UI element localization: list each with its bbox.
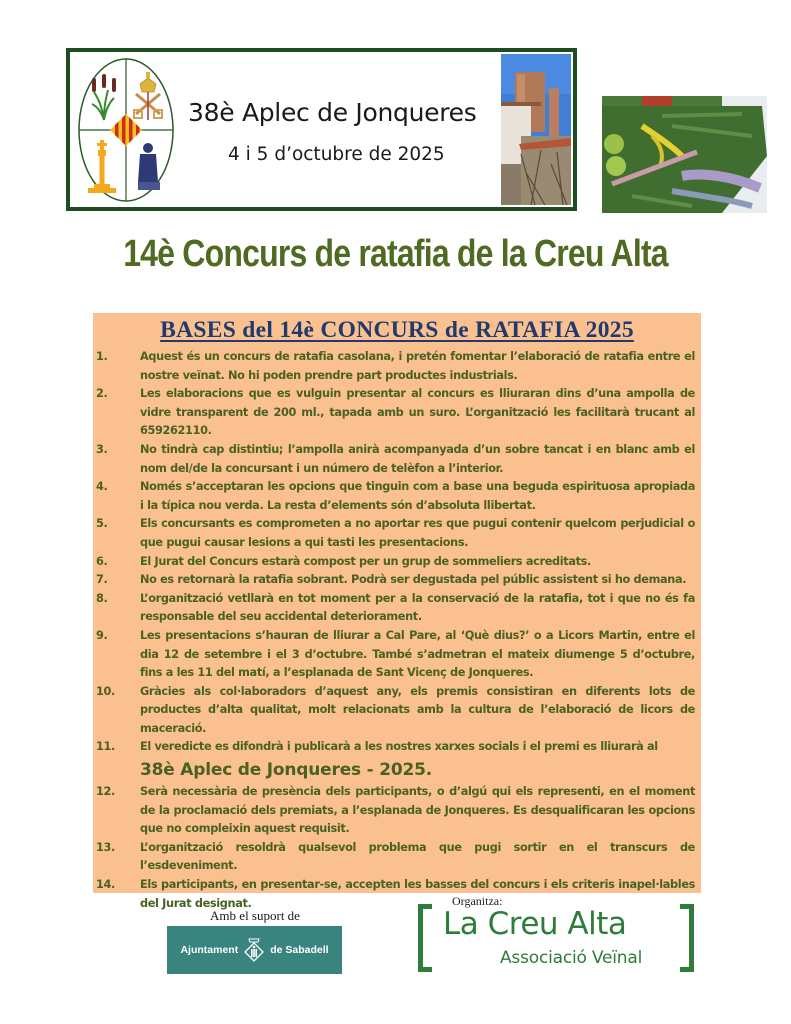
rule-number: 5. <box>96 517 108 531</box>
rule-highlight-aplec: 38è Aplec de Jonqueres - 2025. <box>140 760 433 781</box>
rule-text: No tindrà cap distintiu; l’ampolla anirà acompanyada d’un sobre tancat i en blanc amb el nom del/de la concursant i un número de telèfon a l’interior. <box>140 442 695 475</box>
support-label: Amb el suport de <box>210 908 300 923</box>
rule-item <box>93 590 701 627</box>
rule-item <box>93 783 701 839</box>
sabadell-coat-of-arms-icon <box>243 937 265 963</box>
church-photo <box>501 54 571 205</box>
rule-number: 6. <box>96 554 108 568</box>
rule-item <box>93 553 701 572</box>
rule-text: Gràcies als col·laboradors d’aquest any, els premis consistiran en diferents lots de productes d’alta qualitat, molt relacionats amb la cultura de l’elaboració de licors de maceració. <box>140 684 695 735</box>
organizer-name: La Creu Alta <box>443 906 627 942</box>
rule-text: Les elaboracions que es vulguin presentar al concurs es lliuraran dins d’una ampolla de vidre transparent de 200 ml., tapada amb un suro. L’organització les facilitarà trucant al 659262110. <box>140 387 695 438</box>
rule-text: Només s’acceptaran les opcions que tinguin com a base una beguda espirituosa apropiada i la típica nou verda. La resta d’elements són d’absoluta llibertat. <box>140 480 695 512</box>
organizer-subtitle: Associació Veïnal <box>500 948 643 968</box>
organizer-label: Organitza: <box>452 894 503 908</box>
rule-item <box>93 683 701 739</box>
rules-panel <box>93 313 701 910</box>
rule-item <box>93 348 701 385</box>
rule-text: Aquest és un concurs de ratafia casolana, i pretén fomentar l’elaboració de ratafia entre el nostre veïnat. No hi poden prendre part productes industrials. <box>140 350 695 382</box>
aplec-emblem-logo <box>76 56 176 204</box>
rule-item <box>93 441 701 478</box>
rule-number: 7. <box>96 573 108 587</box>
contest-title: 14è Concurs de ratafia de la Creu Alta <box>123 232 668 275</box>
rule-text: L’organització resoldrà qualsevol problema que pugi sortir en el transcurs de l’esdeveniment. <box>140 840 695 873</box>
left-bracket-icon <box>418 904 432 972</box>
rule-number: 14. <box>96 878 115 892</box>
rule-number: 4. <box>96 480 108 494</box>
ajuntament-sabadell-logo <box>167 926 342 974</box>
rule-number: 12. <box>96 785 115 799</box>
rule-text: Les presentacions s’hauran de lliurar a Cal Pare, al ‘Què dius?’ o a Licors Martin, entre el dia 12 de setembre i el 3 d’octubre. També s’admetran el mateix diumenge 5 d’octubre, fins a les 11 del matí, a l’esplanada de Sant Vicenç de Jonqueres. <box>140 628 695 680</box>
rule-number: 2. <box>96 387 108 401</box>
rule-item <box>93 738 701 783</box>
rule-number: 1. <box>96 350 108 363</box>
rule-text: El Jurat del Concurs estarà compost per un grup de sommeliers acreditats. <box>140 554 591 568</box>
rule-text: Serà necessària de presència dels participants, o d’algú qui els representi, en el moment de la proclamació dels premiats, a l’esplanada de Jonqueres. Es desqualificaran les opcions que no compleixin aquest requisit. <box>140 785 695 836</box>
rule-number: 13. <box>96 840 115 854</box>
rule-number: 11. <box>96 740 115 754</box>
rule-item <box>93 385 701 441</box>
rule-text: No es retornarà la ratafia sobrant. Podrà ser degustada pel públic assistent si ho demana. <box>140 573 687 587</box>
rule-number: 8. <box>96 591 108 605</box>
rule-text: El veredicte es difondrà i publicarà a les nostres xarxes socials i el premi es lliurarà al <box>140 740 658 754</box>
rule-item <box>93 571 701 590</box>
rule-number: 9. <box>96 628 108 642</box>
rule-item <box>93 839 701 876</box>
rule-number: 10. <box>96 684 115 698</box>
event-title: 38è Aplec de Jonqueres <box>188 98 477 127</box>
rules-list <box>93 348 701 913</box>
rules-heading: BASES del 14è CONCURS de RATAFIA 2025 <box>160 317 634 343</box>
right-bracket-icon <box>680 904 694 972</box>
rule-item <box>93 515 701 552</box>
rule-item <box>93 478 701 515</box>
herbs-photo <box>602 96 767 213</box>
rule-text: Els concursants es comprometen a no aportar res que pugui contenir quelcom perjudicial o que pugui causar lesions a qui tasti les presentacions. <box>140 517 695 549</box>
ajuntament-left-text: Ajuntament <box>180 944 239 956</box>
rule-text: L’organització vetllarà en tot moment per a la conservació de la ratafia, tot i que no és fa responsable del seu accidental deteriorament. <box>140 591 695 624</box>
ajuntament-right-text: de Sabadell <box>270 944 329 956</box>
rule-item <box>93 627 701 683</box>
event-date: 4 i 5 d’octubre de 2025 <box>228 144 445 165</box>
rule-number: 3. <box>96 442 108 456</box>
rule-text: Els participants, en presentar-se, accepten les basses del concurs i els criteris inapel·lables del Jurat designat. <box>140 878 695 910</box>
event-banner <box>66 48 577 211</box>
